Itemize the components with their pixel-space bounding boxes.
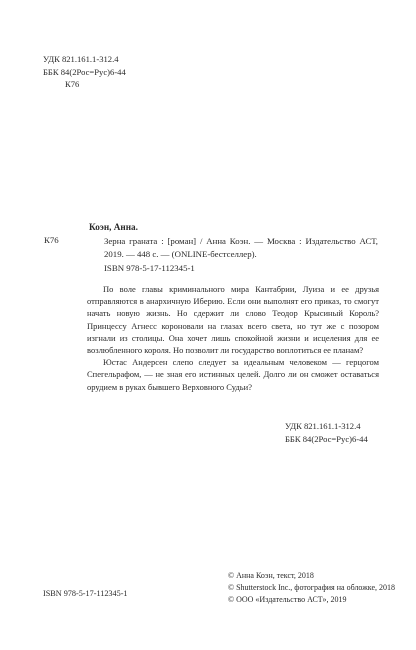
copyright-line: © ООО «Издательство АСТ», 2019 (228, 594, 347, 604)
author-sign: К76 (65, 79, 80, 90)
bbk-code: ББК 84(2Рос=Рус)6-44 (43, 66, 126, 77)
copyright-block (228, 570, 395, 605)
author-name: Коэн, Анна. (89, 222, 138, 232)
annotation-paragraph: По воле главы криминального мира Кантабрии, Луиза и ее друзья отправляются в анархичную Иберию. Если они выполнят его приказ, то смогут начать новую жизнь. Но сдержит ли слово Теодор Крысиный Король? Принцессу Агнесс короновали на глазах всего света, но тут же с позором изгнали из столицы. Она хочет лишь спокойной жизни и исцеления для ее возлюбленного короля. Но позволит ли государство воплотиться ее планам? (87, 284, 379, 356)
isbn-entry: ISBN 978-5-17-112345-1 (104, 263, 195, 273)
annotation (87, 283, 379, 393)
bibliographic-description: Зерна граната : [роман] / Анна Коэн. — Москва : Издательство АСТ, 2019. — 448 с. — (ONLINE-бестселлер). (104, 236, 378, 259)
isbn-footer: ISBN 978-5-17-112345-1 (43, 589, 128, 598)
copyright-line: © Shutterstock Inc., фотография на обложке, 2018 (228, 582, 395, 592)
bbk-code: ББК 84(2Рос=Рус)6-44 (285, 433, 368, 444)
classification-codes-bottom (285, 420, 368, 445)
copyright-line: © Анна Коэн, текст, 2018 (228, 571, 314, 580)
classification-codes-top (43, 53, 126, 91)
udk-code: УДК 821.161.1-312.4 (285, 421, 361, 431)
annotation-paragraph: Юстас Андерсен слепо следует за идеальным человеком — герцогом Спегельрафом, — не зная его истинных целей. Долго ли он сможет оставаться орудием в руках бывшего Верховного Судьи? (87, 357, 379, 392)
entry-author-sign: К76 (44, 235, 59, 245)
udk-code: УДК 821.161.1-312.4 (43, 54, 119, 64)
